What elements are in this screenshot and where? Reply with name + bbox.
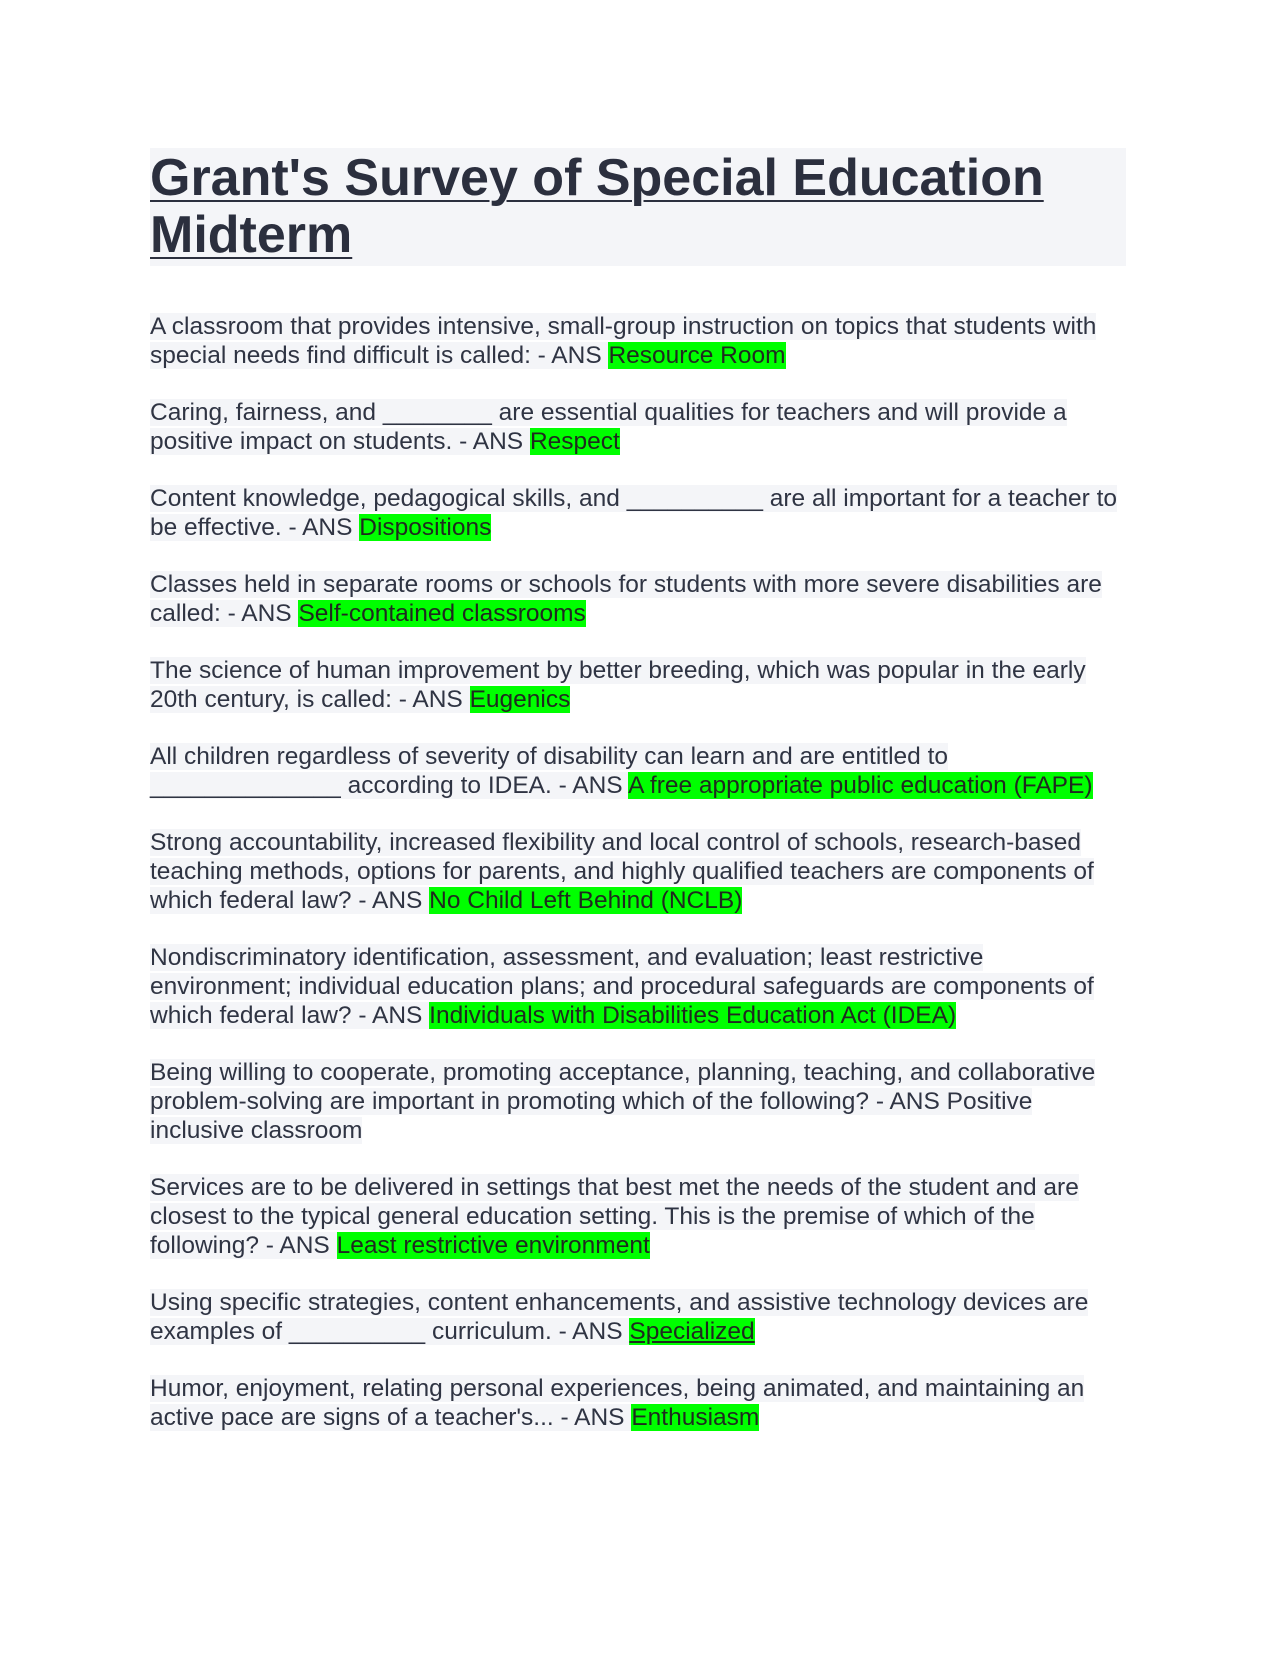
document-page [150,148,1130,1460]
question-text: Caring, fairness, and ________ are essential qualities for teachers and will provide a positive impact on students. [150,399,1067,455]
qa-item [150,656,1130,714]
qa-item [150,570,1130,628]
ans-separator: - ANS [351,887,430,914]
qa-item [150,1058,1130,1145]
question-text: Strong accountability, increased flexibility and local control of schools, research-based teaching methods, options for parents, and highly qualified teachers are components of which federal law? [150,829,1094,914]
ans-separator: - ANS [530,342,609,369]
answer-text: Least restrictive environment [336,1232,650,1259]
ans-separator: - ANS [351,1002,430,1029]
ans-separator: - ANS [220,600,299,627]
ans-separator: - ANS [258,1232,337,1259]
question-text: All children regardless of severity of disability can learn and are entitled to ______________ according to IDEA. [150,743,949,799]
question-text: Using specific strategies, content enhancements, and assistive technology devices are examples of __________ curriculum. [150,1289,1089,1345]
answer-text: Positive inclusive classroom [150,1088,1033,1144]
question-text: Classes held in separate rooms or schools for students with more severe disabilities are called: [150,571,1102,627]
ans-separator: - ANS [391,686,470,713]
answer-text: Individuals with Disabilities Education Act (IDEA) [429,1002,957,1029]
qa-item [150,312,1130,370]
question-text: Nondiscriminatory identification, assessment, and evaluation; least restrictive environment; individual education plans; and procedural safeguards are components of which federal law? [150,944,1094,1029]
qa-item [150,828,1130,915]
answer-text: A free appropriate public education (FAPE) [628,772,1093,799]
qa-item [150,1374,1130,1432]
qa-item [150,1173,1130,1260]
question-text: Content knowledge, pedagogical skills, and __________ are all important for a teacher to be effective. [150,485,1118,541]
ans-separator: - ANS [551,1318,630,1345]
ans-separator: - ANS [553,1404,632,1431]
question-text: The science of human improvement by better breeding, which was popular in the early 20th century, is called: [150,657,1086,713]
answer-text: Specialized [629,1318,755,1345]
answer-text: Resource Room [608,342,786,369]
qa-item [150,943,1130,1030]
ans-separator: - ANS [452,428,530,455]
answer-text: Eugenics [469,686,571,713]
ans-separator: - ANS [281,514,360,541]
qa-item [150,398,1130,456]
page-title: Grant's Survey of Special Education Midterm [150,148,1126,266]
ans-separator: - ANS [869,1088,947,1115]
qa-list [150,312,1130,1432]
qa-item [150,742,1130,800]
answer-text: No Child Left Behind (NCLB) [429,887,743,914]
qa-item [150,1288,1130,1346]
question-text: Humor, enjoyment, relating personal experiences, being animated, and maintaining an active pace are signs of a teacher's... [150,1375,1085,1431]
answer-text: Enthusiasm [631,1404,760,1431]
answer-text: Self-contained classrooms [298,600,586,627]
qa-item [150,484,1130,542]
question-text: Being willing to cooperate, promoting acceptance, planning, teaching, and collaborative problem-solving are important in promoting which of the following? [150,1059,1096,1115]
question-text: Services are to be delivered in settings that best met the needs of the student and are closest to the typical general education setting. This is the premise of which of the following? [150,1174,1079,1259]
answer-text: Dispositions [359,514,492,541]
answer-text: Respect [529,428,620,455]
ans-separator: - ANS [551,772,629,799]
question-text: A classroom that provides intensive, small-group instruction on topics that students with special needs find difficult is called: [150,313,1097,369]
